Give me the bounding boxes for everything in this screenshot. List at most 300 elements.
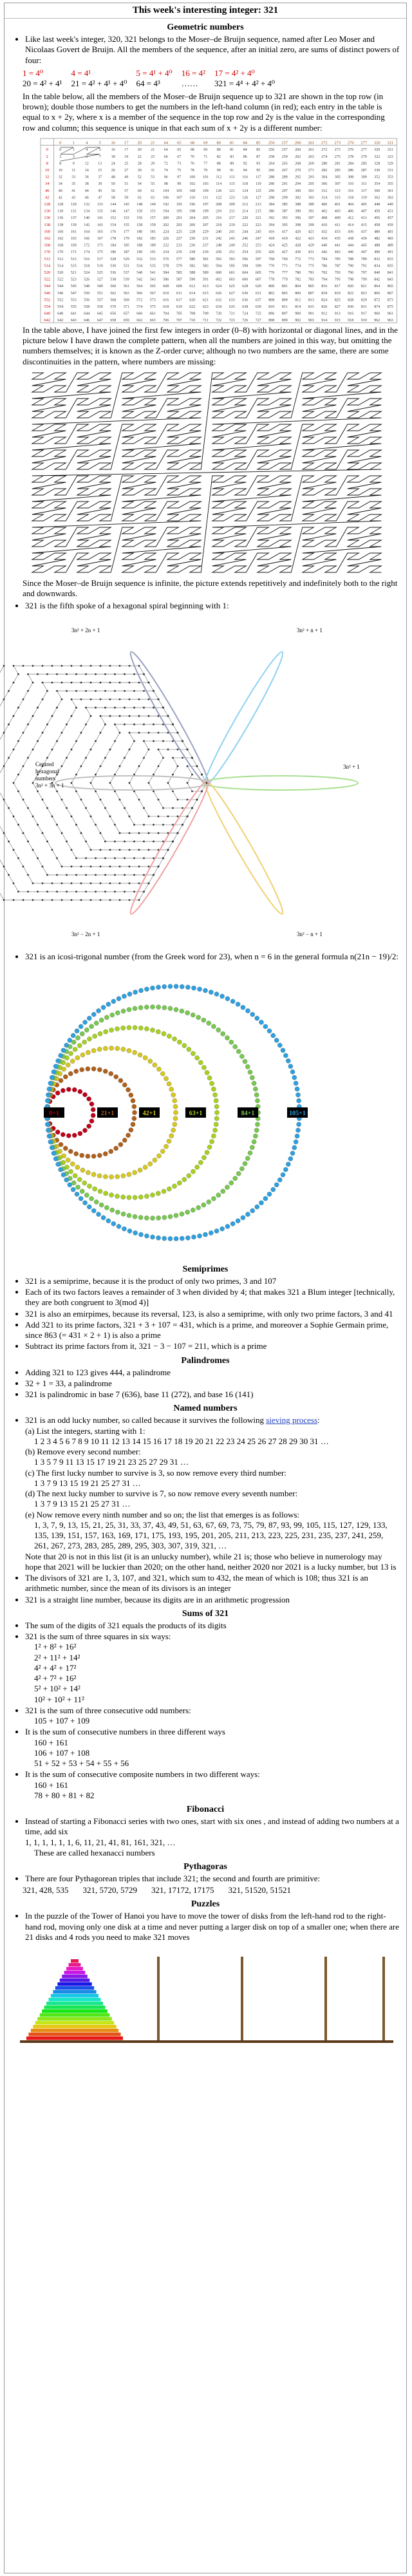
table-cell: 355 [387,182,393,186]
powers-of-four-formulas: 1 = 4⁰ 4 = 4¹ 5 = 4¹ + 4⁰ 16 = 4² 17 = 4² + 4⁰ 20 = 4² + 4¹ 21 = 4² + 4¹ + 4⁰ 64 = 4³ …… 321 = 4⁴ + 4² + 4⁰ [23,68,276,88]
composite-item: • It is the sum of consecutive composite numbers in two different ways: 160 + 161 78 + 80 + 81 + 82 [25,1769,400,1801]
spiral-dot [80,664,82,666]
table-left-cell: 520 [44,270,51,275]
circle-dot [59,1167,63,1172]
spiral-dot [129,731,131,733]
circle-dot [104,1015,109,1019]
table-cell: 722 [216,318,222,323]
table-cell: 262 [295,155,301,159]
table-cell: 435 [334,236,341,241]
circle-dot [209,990,213,994]
table-cell: 445 [360,243,367,248]
table-cell: 424 [268,243,275,248]
spiral-dot [119,865,121,867]
spiral-dot [42,664,44,666]
circle-dot [75,1185,80,1189]
table-cell: 394 [268,223,275,227]
spiral-dot [71,782,73,784]
circle-dot [132,1110,136,1114]
table-cell: 234 [163,250,169,254]
spiral-dot [124,840,126,842]
table-cell: 77 [203,162,208,166]
table-cell: 517 [97,257,103,261]
spiral-dot [95,857,97,859]
circle-dot [103,1174,108,1179]
spiral-dot [114,823,116,825]
table-cell: 830 [348,305,354,309]
spiral-dot [100,899,102,901]
spiral-dot [138,731,140,733]
spiral-dot [104,673,106,675]
table-cell: 180 [136,230,143,234]
table-cell: 42 [58,196,62,200]
table-cell: 204 [189,216,196,220]
circle-dot [263,1024,268,1029]
circle-dot [127,1213,131,1217]
circle-dot [207,1145,212,1149]
table-cell: 523 [70,277,77,282]
circle-dot [89,1118,94,1123]
table-cell: 777 [281,270,288,275]
table-cell: 11 [71,168,76,173]
table-cell: 540 [136,270,143,275]
table-cell: 843 [387,277,393,282]
circle-dot [86,1154,90,1158]
table-cell: 292 [295,175,301,180]
table-cell: 20 [137,147,142,152]
table-cell: 639 [255,305,261,309]
spiral-dot [3,664,5,666]
table-cell: 590 [189,277,196,282]
table-cell: 826 [321,305,328,309]
table-cell: 305 [334,175,341,180]
table-cell: 834 [374,264,380,268]
circle-dot [109,1071,113,1076]
spiral-dot [201,790,203,792]
circle-dot [209,1230,213,1235]
table-cell: 611 [176,291,182,296]
table-cell: 245 [255,230,261,234]
table-cell: 200 [163,216,169,220]
circle-dot [82,1181,87,1185]
circle-dot [185,1236,190,1240]
spoke-highlight [203,776,358,790]
table-cell: 19 [124,155,129,159]
table-cell: 290 [268,182,275,186]
circle-dot [91,1172,96,1176]
spiral-dot [42,899,44,901]
table-cell: 135 [97,209,103,214]
table-cell: 799 [360,277,367,282]
table-cell: 598 [242,264,248,268]
circle-dot [109,1028,113,1032]
spiral-dot [13,748,15,750]
spiral-dot [27,723,29,725]
hanoi-disk [69,1963,81,1967]
table-top-cell: 277 [360,140,368,146]
circle-dot [230,1221,235,1226]
spiral-dot [104,690,106,691]
table-cell: 632 [216,298,222,303]
table-cell: 278 [348,155,354,159]
spiral-dot [90,748,92,750]
circle-dot [110,1208,115,1212]
spiral-dot [148,731,150,733]
table-cell: 79 [203,168,208,173]
circle-dot [187,1173,191,1178]
sieving-process-link[interactable]: sieving process [266,1415,318,1425]
table-cell: 770 [268,264,275,268]
table-cell: 397 [308,216,314,220]
table-cell: 293 [308,175,314,180]
circle-dot [230,999,235,1003]
spiral-dot [124,807,126,809]
spiral-dot [75,823,77,825]
circle-dot [241,1215,245,1219]
spiral-dot [148,832,150,834]
circle-dot [98,1031,102,1036]
hanoi-disk [55,1986,94,1990]
spiral-dot [109,899,111,901]
circle-dot [250,1075,254,1080]
circle-dot [48,1140,53,1144]
table-cell: 635 [229,305,235,309]
circle-dot [53,1156,58,1161]
circle-dot [131,1098,135,1103]
spiral-dot [143,840,145,842]
table-cell: 134 [84,209,90,214]
table-cell: 385 [281,202,288,207]
table-cell: 398 [295,223,301,227]
circle-dot [295,1087,299,1091]
circle-dot [87,1205,91,1209]
table-cell: 219 [229,223,235,227]
table-cell: 865 [387,284,393,288]
circle-dot [283,1053,288,1058]
spiral-dot [42,698,44,700]
table-cell: 229 [202,230,209,234]
hanoi-disk [46,2002,103,2006]
spiral-dot [56,740,58,742]
spiral-dot [80,832,82,834]
spiral-dot [143,807,145,809]
spiral-dot [148,681,150,683]
circle-dot [225,1185,229,1189]
table-cell: 115 [229,182,235,186]
table-cell: 209 [229,202,235,207]
spiral-dot [100,865,102,867]
table-cell: 413 [360,216,367,220]
circle-dot [71,1033,75,1038]
circle-dot [133,1050,137,1055]
table-left-cell: 138 [44,222,51,227]
table-cell: 221 [255,216,261,220]
spiral-dot [95,690,97,691]
spiral-dot [138,899,140,901]
table-cell: 607 [255,277,261,282]
spiral-dot [124,706,126,708]
table-cell: 817 [334,284,341,288]
table-cell: 12 [84,162,89,166]
table-left-cell: 162 [44,236,51,241]
circle-dot [84,1028,89,1032]
table-cell: 572 [136,298,143,303]
table-cell: 354 [374,182,380,186]
spiral-dot [172,807,174,809]
table-cell: 864 [374,284,380,288]
table-cell: 726 [242,318,248,323]
spiral-dot [71,899,73,901]
circle-dot [229,1180,234,1185]
table-cell: 725 [255,312,261,316]
table-cell: 277 [360,147,367,152]
spiral-dot [119,899,121,901]
table-cell: 563 [123,291,129,296]
table-cell: 790 [348,264,354,268]
spiral-dot [114,673,116,675]
table-cell: 535 [149,264,156,268]
table-cell: 403 [334,209,341,214]
circle-dot [104,1205,109,1210]
circle-dot [214,992,219,996]
table-cell: 482 [374,236,380,241]
table-left-cell: 40 [45,188,50,193]
semiprime-item: • Each of its two factors leaves a remainder of 3 when divided by 4; that makes 321 a Blum integer [technically, they are both congruent to 3(mod 4)] [25,1287,400,1308]
table-left-cell: 554 [44,304,51,309]
spiral-dot [148,748,150,750]
circle-dot [203,1232,207,1237]
table-cell: 711 [202,318,209,323]
table-cell: 303 [308,196,314,200]
table-cell: 818 [321,291,328,296]
circle-dot [174,1236,178,1241]
pythagorean-triples [14,1885,400,1895]
table-cell: 442 [321,250,328,254]
circle-dot [292,1145,297,1150]
circle-dot [63,1146,68,1151]
table-cell: 771 [281,264,288,268]
circle-dot [173,1104,178,1109]
table-cell: 706 [163,318,169,323]
table-cell: 960 [374,312,380,316]
circle-dot [172,1183,176,1188]
table-cell: 614 [189,291,196,296]
table-cell: 169 [70,243,77,248]
circle-dot [156,1216,161,1220]
spiral-dot [71,849,73,851]
spiral-dot [13,664,15,666]
spiral-dot [56,890,58,892]
table-cell: 548 [84,284,90,288]
spiral-dot [129,715,131,717]
spiral-dot [95,874,97,876]
circle-dot [45,1122,50,1127]
table-cell: 313 [334,189,341,193]
table-cell: 914 [321,318,328,323]
three-squares-item: • 321 is the sum of three squares in six ways: 1² + 8² + 16² 2² + 11² + 14² 4² + 4² + 17² 4² + 7² + 16² 5² + 10² + 14² 10² + 10² + 11² [25,1631,400,1705]
circle-dot [127,1048,131,1053]
spiral-dot [162,857,164,859]
spiral-dot [129,698,131,700]
spiral-dot [119,765,121,767]
table-cell: 823 [360,291,367,296]
spiral-dot [129,782,131,784]
table-cell: 4 [86,147,88,152]
table-cell: 105 [176,189,182,193]
table-cell: 384 [268,202,275,207]
circle-dot [236,1002,240,1006]
table-cell: 159 [149,223,156,227]
table-cell: 181 [149,230,156,234]
table-cell: 622 [189,305,196,309]
table-cell: 636 [242,298,248,303]
spiral-dot [153,790,154,792]
spiral-dot [61,899,63,901]
consecutive-item: • It is the sum of consecutive numbers in three different ways 160 + 161 106 + 107 + 108 51 + 52 + 53 + 54 + 55 + 56 [25,1727,400,1769]
spiral-dot [143,857,145,859]
circle-dot [253,1134,258,1138]
circle-dot [98,1189,102,1194]
table-cell: 481 [387,230,393,234]
table-cell: 118 [242,182,248,186]
spiral-dot [114,890,116,892]
circle-dot [104,1029,108,1034]
spiral-dot [37,823,39,825]
circle-dot [255,1205,259,1209]
circle-dot [201,1203,206,1207]
circle-label: 63+1 [189,1109,203,1117]
table-cell: 704 [163,312,169,316]
circle-dot [174,984,178,988]
straight-line-item: • 321 is a straight line number, because its digits are in an arithmetic progression [25,1595,400,1605]
circle-dot [294,1081,298,1086]
table-cell: 387 [281,209,288,214]
circle-dot [201,1065,206,1069]
table-cell: 579 [176,264,182,268]
table-cell: 177 [123,230,129,234]
circle-dot [197,986,201,991]
table-cell: 311 [360,182,367,186]
spiral-dot [56,823,58,825]
spiral-dot [138,798,140,800]
table-cell: 156 [136,216,143,220]
hanoi-disk [42,2009,108,2013]
spiral-dot [133,890,135,892]
spiral-dot [133,823,135,825]
circle-dot [115,1174,120,1179]
circle-dot [214,1104,219,1109]
spiral-dot [66,807,68,809]
table-cell: 128 [57,202,64,207]
triple: 321, 51520, 51521 [228,1885,291,1895]
circle-dot [52,1151,56,1155]
spiral-dot [80,698,82,700]
table-cell: 710 [189,318,196,323]
table-cell: 225 [176,230,182,234]
spiral-dot [158,765,160,767]
spiral-dot [100,798,102,800]
table-cell: 45 [98,189,102,193]
moser-de-bruijn-table [26,136,394,323]
spiral-dot [27,874,29,876]
hexagonal-spiral [26,614,387,949]
circle-dot [150,1216,154,1220]
circle-dot [68,1149,73,1154]
circle-dot [66,1158,70,1162]
table-cell: 554 [57,305,64,309]
table-cell: 897 [281,312,288,316]
circle-dot [96,1212,100,1216]
spiral-dot [119,731,121,733]
table-cell: 792 [321,270,328,275]
circle-dot [236,1218,240,1223]
circle-dot [133,1006,137,1010]
table-cell: 74 [164,168,168,173]
table-cell: 211 [229,209,235,214]
circle-dot [239,1166,244,1170]
table-cell: 546 [57,291,64,296]
circle-dot [114,1075,118,1079]
table-cell: 577 [176,257,182,261]
table-left-cell: 522 [44,277,51,282]
spiral-dot [75,673,77,675]
spiral-dot [158,832,160,834]
circle-dot [93,1034,97,1039]
palindromes-heading: Palindromes [181,1355,230,1366]
table-cell: 620 [189,298,196,303]
table-cell: 808 [268,298,275,303]
circle-dot [59,1142,63,1147]
table-cell: 86 [243,155,247,159]
spiral-dot [90,681,92,683]
circle-dot [101,1005,106,1010]
table-cell: 361 [387,189,393,193]
circle-dot [295,1134,299,1138]
table-cell: 804 [295,284,301,288]
spiral-dot [42,882,44,884]
table-cell: 917 [360,312,367,316]
circle-dot [68,1038,72,1042]
table-cell: 116 [242,175,248,180]
spiral-dot [153,690,154,691]
table-cell: 224 [163,230,169,234]
table-cell: 51 [124,182,129,186]
table-cell: 829 [360,298,367,303]
circle-dot [121,1047,126,1051]
table-cell: 301 [308,189,314,193]
spiral-dot [17,706,19,708]
table-cell: 155 [123,223,129,227]
table-cell: 103 [202,182,209,186]
table-cell: 597 [255,257,261,261]
table-cell: 314 [321,196,328,200]
table-cell: 596 [242,257,248,261]
table-cell: 518 [84,264,90,268]
circle-dot [180,1009,184,1013]
table-cell: 609 [176,284,182,288]
table-cell: 24 [111,162,115,166]
circle-dot [221,1189,225,1193]
table-cell: 581 [202,257,209,261]
spiral-dot [80,865,82,867]
spiral-dot [129,849,131,851]
table-cell: 644 [84,312,90,316]
table-cell: 428 [295,243,301,248]
table-cell: 220 [242,216,248,220]
table-cell: 803 [281,291,288,296]
spiral-dot [138,849,140,851]
table-cell: 539 [123,277,129,282]
